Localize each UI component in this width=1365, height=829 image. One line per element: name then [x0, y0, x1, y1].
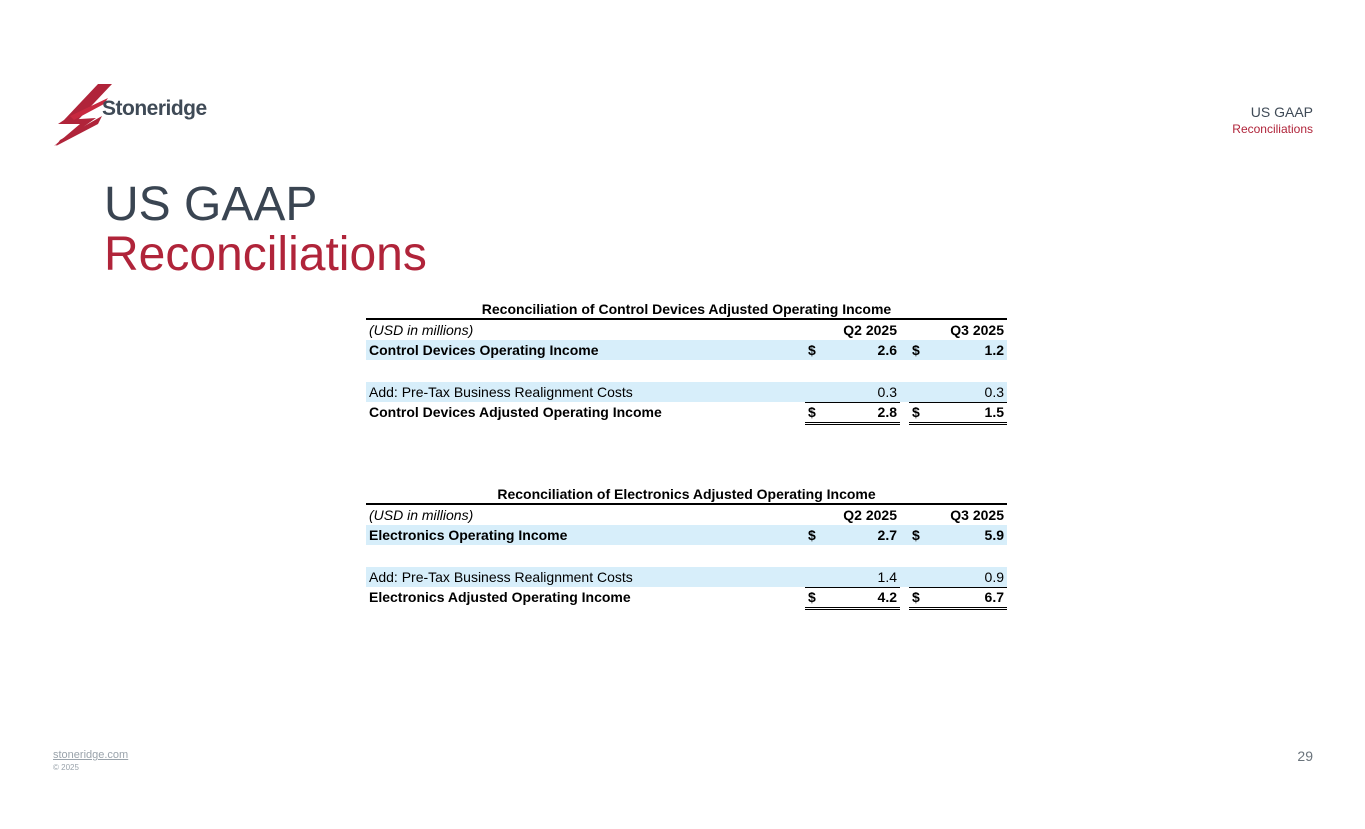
- footer-website-link[interactable]: stoneridge.com: [53, 749, 129, 761]
- cell-q3: $ 6.7: [909, 587, 1007, 610]
- breadcrumb: [1232, 104, 1313, 137]
- cell-q2: 0.3: [805, 382, 900, 403]
- column-header-q2: Q2 2025: [805, 505, 900, 527]
- row-label: Control Devices Adjusted Operating Income: [369, 404, 662, 420]
- table-title: Reconciliation of Electronics Adjusted Operating Income: [366, 485, 1007, 505]
- cell-q3: 0.3: [909, 382, 1007, 403]
- row-label: Add: Pre-Tax Business Realignment Costs: [369, 384, 633, 400]
- table-header-row: [366, 320, 1007, 340]
- cell-q3: 0.9: [909, 567, 1007, 588]
- page-number: 29: [1297, 748, 1313, 764]
- electronics-reconciliation-table: [366, 485, 1007, 607]
- column-header-q2: Q2 2025: [805, 320, 900, 342]
- table-title: Reconciliation of Control Devices Adjusted Operating Income: [366, 300, 1007, 320]
- cell-q2: 1.4: [805, 567, 900, 588]
- table-header-row: [366, 505, 1007, 525]
- cell-q2: $ 2.7: [808, 527, 897, 543]
- cell-q3: $ 5.9: [912, 527, 1004, 543]
- table-row: [366, 525, 1007, 545]
- row-label: Electronics Adjusted Operating Income: [369, 589, 631, 605]
- row-label: Add: Pre-Tax Business Realignment Costs: [369, 569, 633, 585]
- column-header-q3: Q3 2025: [909, 320, 1007, 342]
- row-label: Control Devices Operating Income: [369, 342, 599, 358]
- spacer-row: [366, 545, 1007, 567]
- column-header-q3: Q3 2025: [909, 505, 1007, 527]
- cell-q3: $ 1.2: [912, 342, 1004, 358]
- row-label: Electronics Operating Income: [369, 527, 568, 543]
- table-row: [366, 382, 1007, 402]
- spacer-row: [366, 360, 1007, 382]
- table-row: [366, 402, 1007, 422]
- breadcrumb-subtitle: Reconciliations: [1232, 122, 1313, 136]
- page-title-line2: Reconciliations: [104, 228, 427, 281]
- cell-q2: $ 4.2: [805, 587, 900, 610]
- control-devices-reconciliation-table: [366, 300, 1007, 422]
- cell-q2: $ 2.6: [808, 342, 897, 358]
- unit-label: (USD in millions): [369, 322, 474, 338]
- table-row: [366, 567, 1007, 587]
- footer-copyright: © 2025: [53, 763, 79, 772]
- unit-label: (USD in millions): [369, 507, 474, 523]
- page-title-line1: US GAAP: [104, 178, 318, 231]
- cell-q3: $ 1.5: [909, 402, 1007, 425]
- table-row: [366, 587, 1007, 607]
- table-row: [366, 340, 1007, 360]
- page-title: [104, 180, 427, 280]
- breadcrumb-title: US GAAP: [1250, 104, 1313, 120]
- logo-wordmark: Stoneridge: [102, 97, 207, 120]
- cell-q2: $ 2.8: [805, 402, 900, 425]
